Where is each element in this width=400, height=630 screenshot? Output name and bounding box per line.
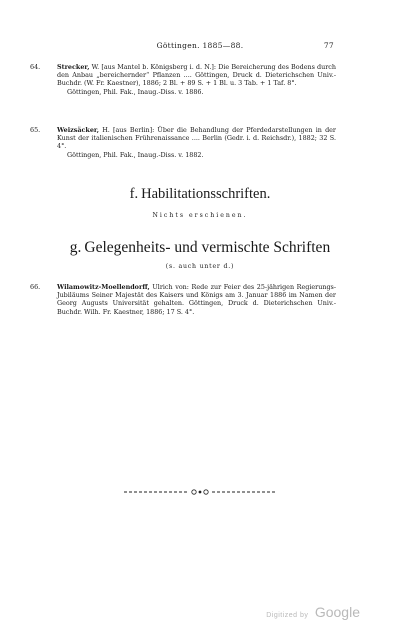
section-f-heading <box>0 186 400 203</box>
section-letter: g. <box>69 239 82 256</box>
entry-number: 65. <box>30 126 41 134</box>
bibliography-entry-65 <box>30 126 336 159</box>
entry-number: 66. <box>30 283 41 291</box>
entry-body <box>57 126 336 159</box>
entry-note: Göttingen, Phil. Fak., Inaug.-Diss. v. 1886. <box>67 87 204 96</box>
section-g-subtitle: (s. auch unter d.) <box>165 263 235 270</box>
entry-author: Weizsäcker, <box>57 126 100 134</box>
bibliography-entry-64 <box>30 63 336 96</box>
page-number: 77 <box>323 41 334 50</box>
ornamental-divider <box>122 488 278 496</box>
section-g-heading <box>0 239 400 257</box>
bibliography-entry-66 <box>30 283 336 316</box>
section-f-subtitle: Nichts erschienen. <box>152 212 248 219</box>
entry-text: Ulrich von: Rede zur Feier des 25-jährigen Regierungs-Jubiläums Seiner Majestät des Kaisers und Königs am 3. Januar 1886 im Namen der Georg Augusts Universität gehalten. Göttingen, Druck d. Dieterichschen Univ.-Buchdr. Wilh. Fr. Kaestner, 1886; 17 S. 4°. <box>57 283 336 316</box>
entry-text: W. [aus Mantel b. Königsberg i. d. N.]: Die Bereicherung des Bodens durch den Anbau „bereichernder“ Pflanzen .... Göttingen, Druck d. Dieterichschen Univ.-Buchdr. (W. Fr. Kaestner), 1886; 2 Bl. + 89 S. + 1 Bl. u. 3 Tab. + 1 Taf. 8°. <box>57 63 336 88</box>
section-letter: f. <box>129 186 139 202</box>
entry-author: Wilamowitz-Moellendorff, <box>57 283 150 291</box>
google-watermark <box>266 604 360 622</box>
entry-author: Strecker, <box>57 63 90 71</box>
entry-text: H. [aus Berlin]: Über die Behandlung der Pferdedarstellungen in der Kunst der italienischen Frührenaissance .... Berlin (Gedr. i. d. Reichsdr.), 1882; 32 S. 4°. <box>57 126 336 151</box>
section-title: Gelegenheits- und vermischte Schriften <box>84 239 331 256</box>
watermark-prefix: Digitized by <box>266 612 309 619</box>
watermark-brand: Google <box>314 604 360 620</box>
section-title: Habilitationsschriften. <box>141 186 271 202</box>
entry-body <box>57 283 336 316</box>
entry-number: 64. <box>30 63 41 71</box>
running-title: Göttingen. 1885—88. <box>156 41 244 50</box>
entry-note: Göttingen, Phil. Fak., Inaug.-Diss. v. 1882. <box>67 150 204 159</box>
entry-body <box>57 63 336 96</box>
